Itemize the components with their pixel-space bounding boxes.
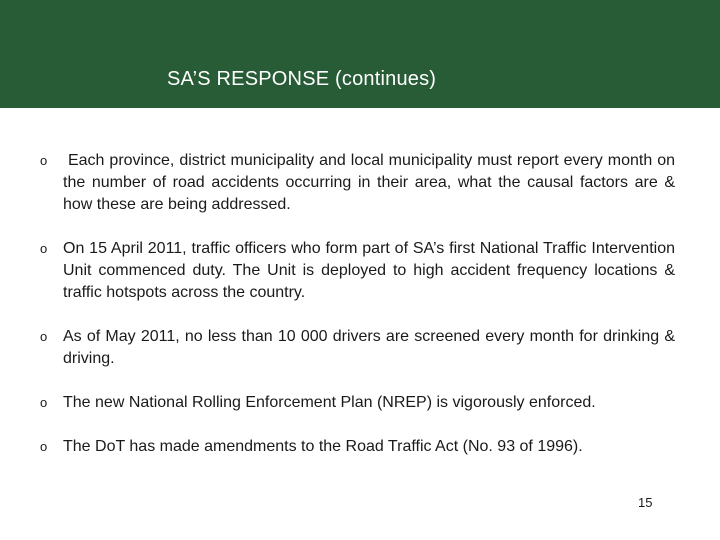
bullet-marker-icon: o <box>40 241 48 256</box>
bullet-item <box>40 326 675 370</box>
bullet-text: Each province, district municipality and local municipality must report every month on the number of road accidents occurring in their area, what the causal factors are & how these are being addressed. <box>63 152 680 213</box>
slide-title: SA’S RESPONSE (continues) <box>167 68 437 90</box>
bullet-marker-icon: o <box>40 439 48 454</box>
bullet-text: The new National Rolling Enforcement Plan (NREP) is vigorously enforced. <box>63 394 596 411</box>
bullet-item <box>40 150 680 216</box>
bullet-item <box>40 392 675 414</box>
bullet-marker-icon: o <box>40 153 48 168</box>
bullet-text: As of May 2011, no less than 10 000 drivers are screened every month for drinking & driving. <box>63 328 675 367</box>
bullet-marker-icon: o <box>40 395 48 410</box>
bullet-item <box>40 436 675 458</box>
header-band <box>0 0 720 108</box>
bullet-text: The DoT has made amendments to the Road Traffic Act (No. 93 of 1996). <box>63 438 583 455</box>
bullet-text: On 15 April 2011, traffic officers who form part of SA’s first National Traffic Intervention Unit commenced duty. The Unit is deployed to high accident frequency locations & traffic hotspots across the country. <box>63 240 675 301</box>
bullet-list <box>40 150 680 458</box>
page-number: 15 <box>638 495 653 510</box>
bullet-item <box>40 238 675 304</box>
bullet-marker-icon: o <box>40 329 48 344</box>
